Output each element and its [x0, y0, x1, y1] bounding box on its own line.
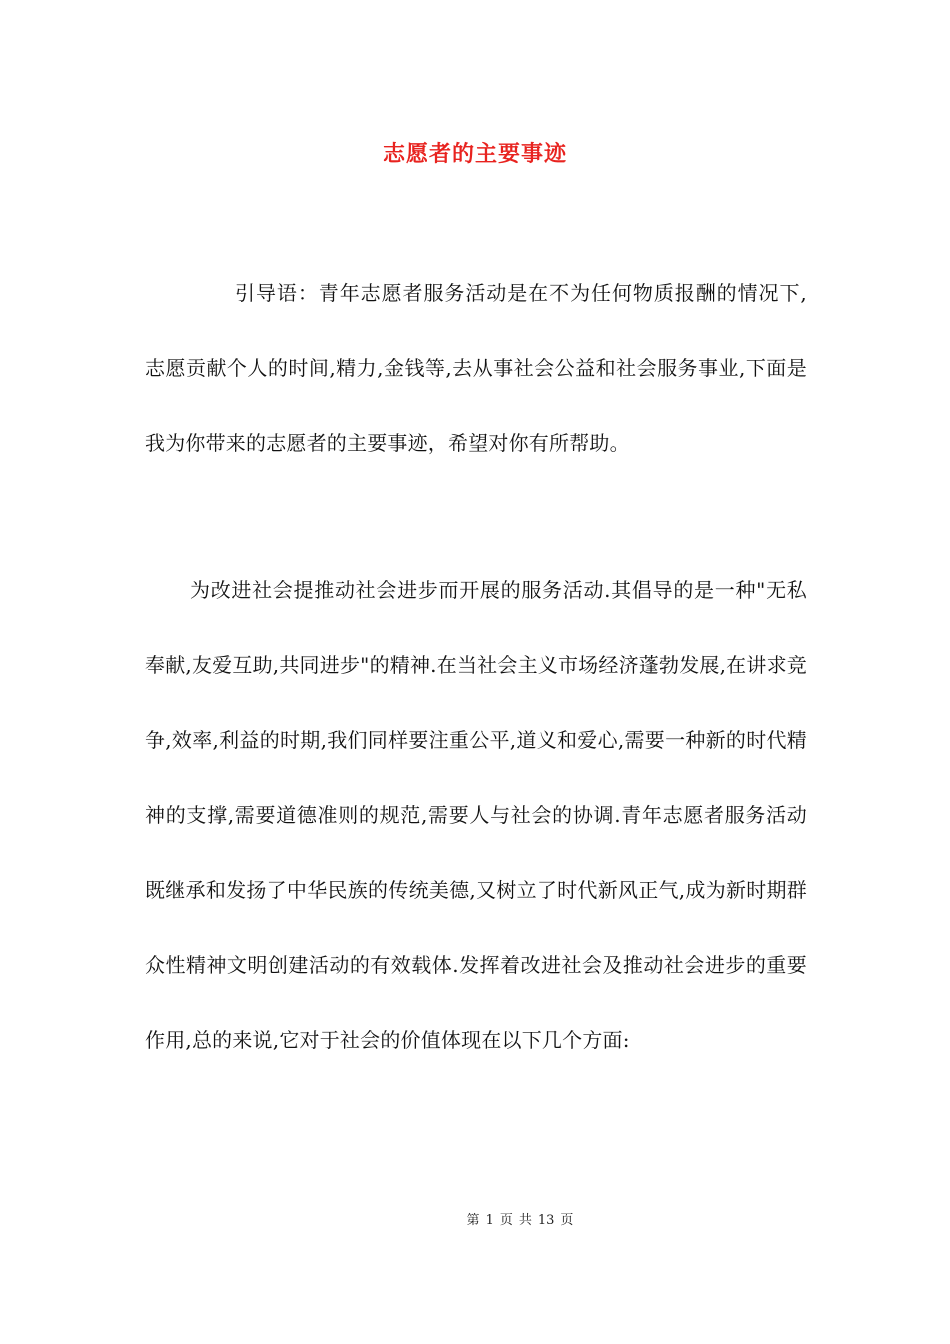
footer-page-word: 页 — [499, 1213, 513, 1228]
page-number — [464, 1209, 577, 1228]
footer-prefix: 第 — [466, 1213, 480, 1228]
footer-suffix: 页 — [560, 1213, 574, 1228]
footer-current-page: 1 — [485, 1213, 494, 1228]
footer-total-pages: 13 — [537, 1213, 555, 1228]
intro-paragraph: 引导语：青年志愿者服务活动是在不为任何物质报酬的情况下,志愿贡献个人的时间,精力,金钱等,去从事社会公益和社会服务事业,下面是我为你带来的志愿者的主要事迹，希望对你有所帮助。 — [145, 281, 807, 455]
body-paragraph: 为改进社会提推动社会进步而开展的服务活动.其倡导的是一种"无私奉献,友爱互助,共同进步"的精神.在当社会主义市场经济蓬勃发展,在讲求竞争,效率,利益的时期,我们同样要注重公平,道义和爱心,需要一种新的时代精神的支撑,需要道德准则的规范,需要人与社会的协调.青年志愿者服务活动既继承和发扬了中华民族的传统美德,又树立了时代新风正气,成为新时期群众性精神文明创建活动的有效载体.发挥着改进社会及推动社会进步的重要作用,总的来说,它对于社会的价值体现在以下几个方面: — [145, 578, 807, 1052]
page-footer — [0, 1209, 950, 1228]
footer-total-word: 共 — [518, 1213, 532, 1228]
document-title: 志愿者的主要事迹 — [382, 141, 567, 167]
